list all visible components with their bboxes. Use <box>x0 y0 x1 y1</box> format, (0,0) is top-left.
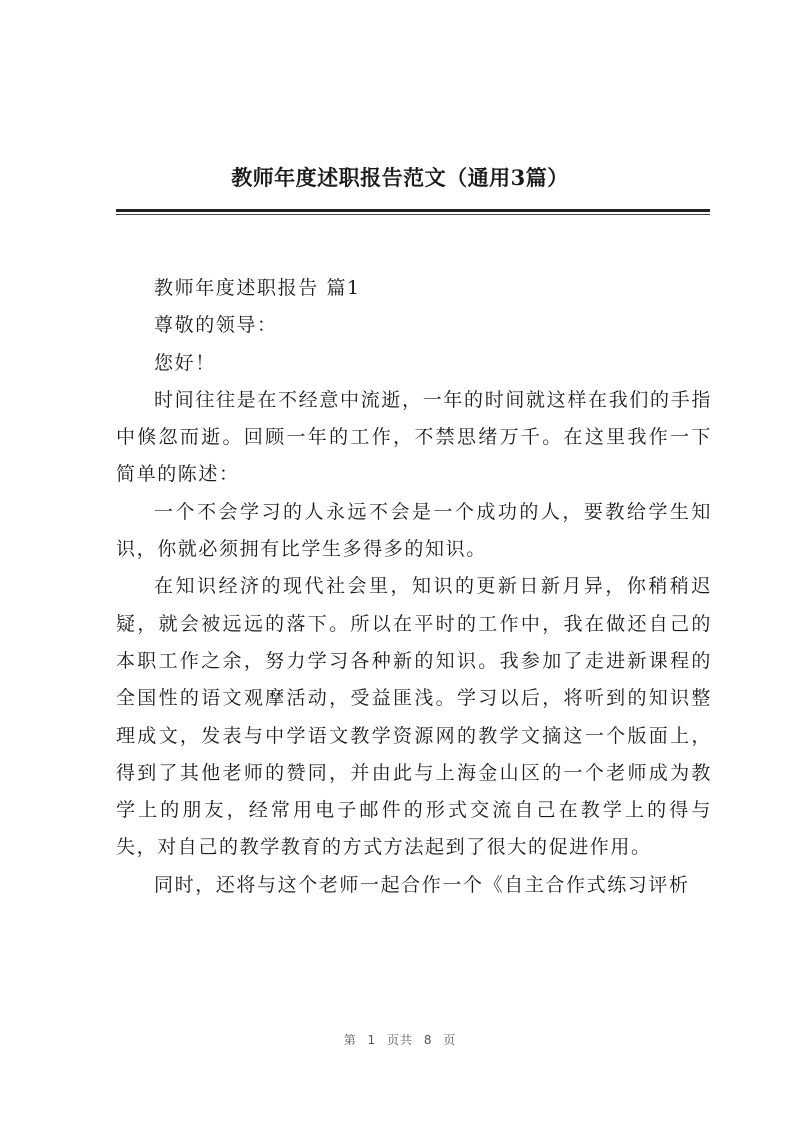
section-heading: 教师年度述职报告 篇1 <box>154 277 361 299</box>
greeting: 您好！ <box>154 351 216 374</box>
document-body <box>116 270 712 904</box>
paragraph: 同时，还将与这个老师一起合作一个《自主合作式练习评析 <box>154 873 690 896</box>
paragraph: 一个不会学习的人永远不会是一个成功的人，要教给学生知识，你就必须拥有比学生多得多的知识。 <box>116 500 712 561</box>
title-divider <box>116 209 710 212</box>
page-number: 第 1 页共 8 页 <box>343 1033 457 1047</box>
title-divider-thin <box>116 214 710 215</box>
paragraph: 在知识经济的现代社会里，知识的更新日新月异，你稍稍迟疑，就会被远远的落下。所以在平时的工作中，我在做还自己的本职工作之余，努力学习各种新的知识。我参加了走进新课程的全国性的语文观摩活动，受益匪浅。学习以后，将听到的知识整理成文，发表与中学语文教学资源网的教学文摘这一个版面上，得到了其他老师的赞同，并由此与上海金山区的一个老师成为教学上的朋友，经常用电子邮件的形式交流自己在教学上的得与失，对自己的教学教育的方式方法起到了很大的促进作用。 <box>116 575 712 859</box>
salutation: 尊敬的领导： <box>154 314 278 337</box>
document-title: 教师年度述职报告范文（通用3篇） <box>231 165 569 190</box>
paragraph: 时间往往是在不经意中流逝，一年的时间就这样在我们的手指中倏忽而逝。回顾一年的工作，不禁思绪万千。在这里我作一下简单的陈述： <box>116 388 712 486</box>
